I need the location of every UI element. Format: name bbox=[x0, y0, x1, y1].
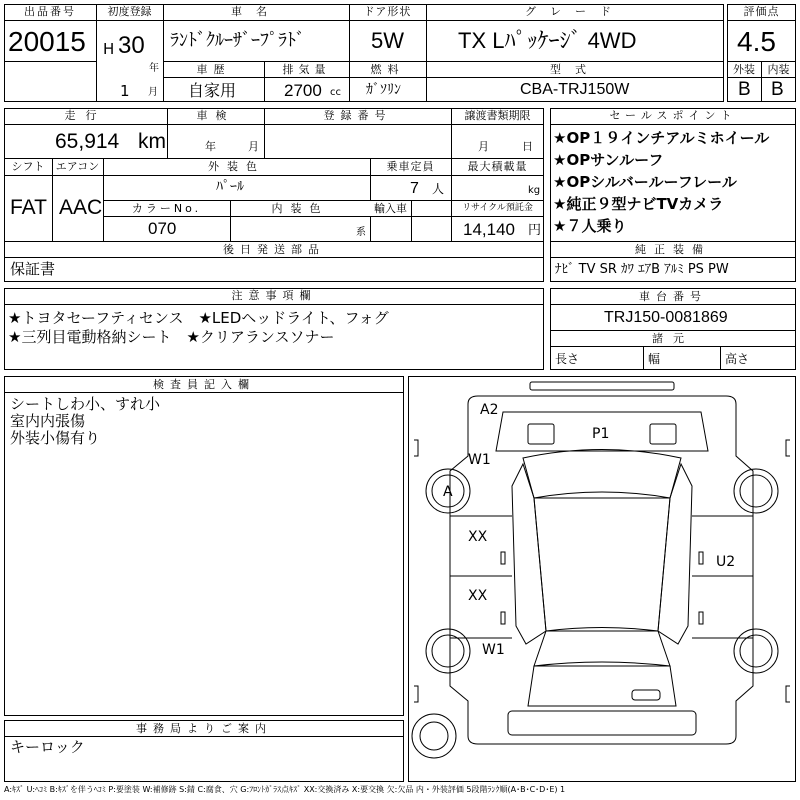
car-diagram bbox=[408, 376, 796, 782]
later-parts-label: 後日発送部品 bbox=[223, 243, 325, 256]
interior-color-label: 内装色 bbox=[271, 202, 329, 215]
chassis-number: TRJ150-0081869 bbox=[604, 309, 728, 326]
first-registration-label: 初度登録 bbox=[107, 5, 152, 18]
exterior-grade: B bbox=[738, 79, 751, 100]
fuel-label: 燃料 bbox=[370, 63, 405, 76]
transfer-deadline-label: 譲渡書類期限 bbox=[464, 109, 531, 122]
length-label: 長さ bbox=[555, 352, 580, 366]
sales-point-item: ★純正９型ナビTVカメラ bbox=[553, 195, 724, 213]
height-label: 高さ bbox=[725, 352, 750, 366]
interior-color-unit: 系 bbox=[356, 227, 366, 238]
car-name: ﾗﾝﾄﾞｸﾙｰｻﾞｰﾌﾟﾗﾄﾞ bbox=[170, 30, 305, 51]
inspector-note: 室内内張傷 bbox=[10, 412, 86, 430]
color-number: 070 bbox=[148, 219, 177, 238]
sales-points-label: セールスポイント bbox=[609, 109, 737, 122]
sales-point-item: ★７人乗り bbox=[553, 217, 627, 235]
standard-equipment-label: 純正装備 bbox=[635, 243, 711, 256]
month-unit: 月 bbox=[148, 87, 158, 98]
shift-label: シフト bbox=[11, 160, 45, 173]
lot-number: 20015 bbox=[8, 26, 86, 57]
shift: FAT bbox=[10, 196, 47, 219]
width-label: 幅 bbox=[648, 352, 661, 366]
car-name-label: 車名 bbox=[231, 5, 281, 18]
mileage-label: 走行 bbox=[64, 109, 107, 122]
office-notice: キーロック bbox=[10, 738, 85, 756]
damage-legend: A:ｷｽﾞ U:ﾍｺﾐ B:ｷｽﾞを伴うﾍｺﾐ P:要塗装 W:補修跡 S:錆 C:腐食、穴 G:ﾌﾛﾝﾄｶﾞﾗｽ点ｷｽﾞ XX:交換済み X:要交換 欠:欠品 内・外装評価 5段階ﾗﾝｸ順(A･B･C･D･E) 1 bbox=[4, 785, 566, 794]
sales-point-item: ★OP１９インチアルミホイール bbox=[553, 129, 770, 147]
grade-label: グレード bbox=[525, 5, 625, 18]
year-unit: 年 bbox=[149, 63, 159, 74]
exterior-color: ﾊﾟｰﾙ bbox=[216, 179, 244, 195]
registration-era: H bbox=[103, 40, 115, 58]
notes-line: ★トヨタセーフティセンス ★LEDヘッドライト、フォグ bbox=[8, 309, 389, 327]
transfer-month-unit: 月 bbox=[478, 140, 489, 153]
registration-month: 1 bbox=[120, 82, 130, 100]
door-type-label: ドア形状 bbox=[363, 5, 412, 18]
displacement-label: 排気量 bbox=[282, 63, 331, 76]
door-type: 5W bbox=[371, 28, 404, 53]
capacity-label: 乗車定員 bbox=[386, 160, 435, 173]
damage-mark-u2: U2 bbox=[716, 554, 736, 570]
inspector-note: シートしわ小、すれ小 bbox=[10, 395, 161, 413]
transfer-day-unit: 日 bbox=[522, 140, 533, 153]
inspection-year-unit: 年 bbox=[205, 140, 216, 153]
inspection-month-unit: 月 bbox=[248, 140, 259, 153]
registration-year: 30 bbox=[118, 32, 145, 59]
model-label: 型式 bbox=[550, 63, 600, 76]
history: 自家用 bbox=[188, 81, 237, 100]
displacement: 2700 bbox=[284, 81, 322, 100]
lot-number-label: 出品番号 bbox=[24, 5, 76, 18]
import-label: 輸入車 bbox=[374, 202, 407, 215]
sales-point-item: ★OPシルバールーフレール bbox=[553, 173, 737, 191]
standard-equipment: ﾅﾋﾞ TV SR ｶﾜ ｴｱB ｱﾙﾐ PS PW bbox=[555, 262, 729, 277]
exterior-grade-label: 外装 bbox=[733, 63, 755, 76]
sales-point-item: ★OPサンルーフ bbox=[553, 151, 664, 169]
damage-mark-p1: P1 bbox=[592, 426, 610, 442]
mileage-unit: km bbox=[138, 130, 166, 153]
score-label: 評価点 bbox=[743, 5, 780, 18]
recycle-deposit: 14,140 bbox=[463, 220, 515, 239]
max-load-unit: kg bbox=[528, 185, 541, 196]
notes-label: 注意事項欄 bbox=[231, 289, 317, 302]
interior-grade-label: 内装 bbox=[767, 63, 790, 76]
inspector-note: 外装小傷有り bbox=[10, 429, 101, 447]
ac-label: エアコン bbox=[55, 160, 100, 173]
registration-number-label: 登録番号 bbox=[323, 109, 392, 122]
damage-mark-xx-front: XX bbox=[468, 529, 488, 545]
exterior-color-label: 外装色 bbox=[208, 160, 265, 173]
score: 4.5 bbox=[737, 26, 776, 57]
interior-grade: B bbox=[771, 79, 784, 100]
ac: AAC bbox=[59, 196, 103, 219]
office-notice-label: 事務局よりご案内 bbox=[136, 722, 272, 735]
inspection-label: 車検 bbox=[196, 109, 235, 122]
dimensions-label: 諸元 bbox=[652, 332, 694, 345]
displacement-unit: cc bbox=[330, 87, 341, 98]
damage-mark-a2: A2 bbox=[480, 402, 499, 418]
model: CBA-TRJ150W bbox=[520, 81, 630, 98]
capacity-unit: 人 bbox=[432, 182, 445, 196]
damage-mark-xx-rear: XX bbox=[468, 588, 488, 604]
recycle-deposit-unit: 円 bbox=[528, 223, 542, 238]
inspector-notes-label: 検査員記入欄 bbox=[153, 378, 255, 391]
chassis-number-label: 車台番号 bbox=[639, 290, 707, 303]
recycle-deposit-label: リサイクル預託金 bbox=[462, 203, 533, 213]
fuel: ｶﾞｿﾘﾝ bbox=[366, 82, 401, 98]
history-label: 車歴 bbox=[196, 63, 231, 76]
max-load-label: 最大積載量 bbox=[467, 160, 528, 173]
damage-mark-w1-rear: W1 bbox=[482, 642, 505, 658]
mileage: 65,914 bbox=[55, 130, 120, 153]
damage-mark-a: A bbox=[443, 484, 453, 500]
capacity: 7 bbox=[410, 180, 419, 197]
grade: TX Lﾊﾟｯｹｰｼﾞ 4WD bbox=[458, 28, 637, 53]
notes-line: ★三列目電動格納シート ★クリアランスソナー bbox=[8, 328, 335, 346]
later-parts: 保証書 bbox=[10, 260, 56, 278]
damage-mark-w1-front: W1 bbox=[468, 452, 491, 468]
color-number-label: カラーNo. bbox=[131, 202, 202, 215]
